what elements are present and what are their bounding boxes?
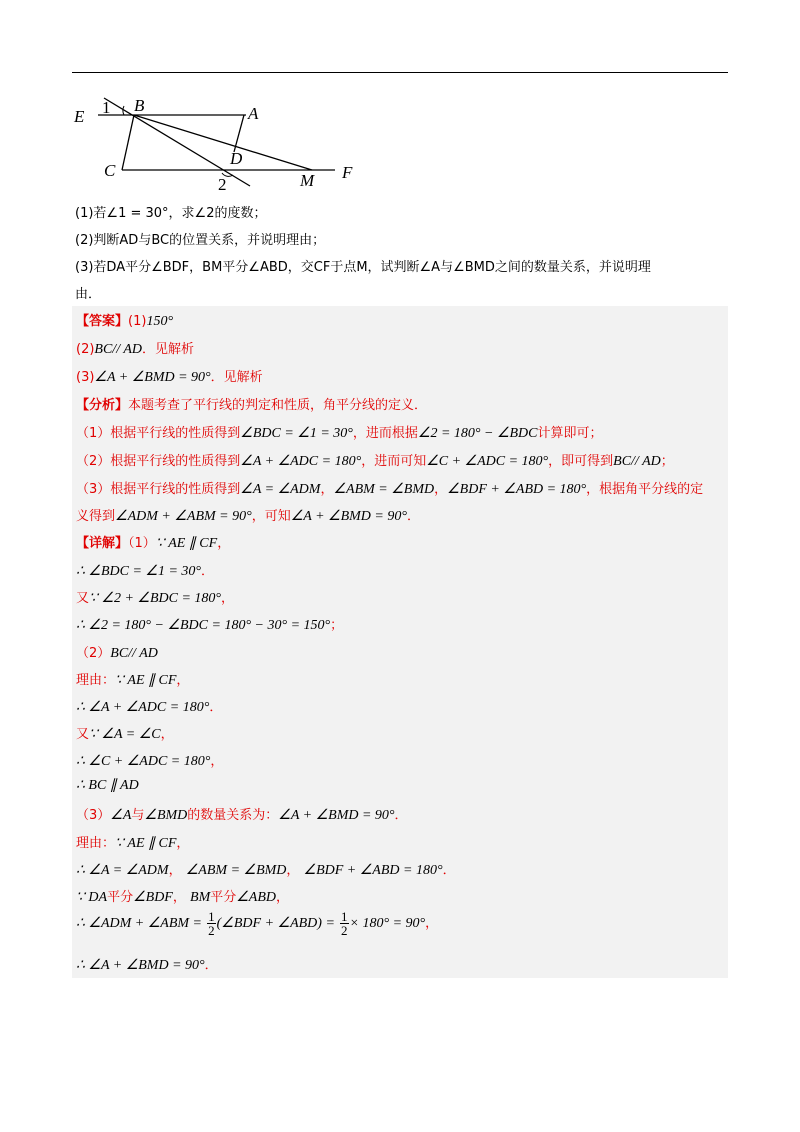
detail-punct: ， xyxy=(217,536,231,551)
detail-text: 理由： xyxy=(76,836,116,851)
header-rule xyxy=(72,72,728,73)
detail-punct: ． xyxy=(204,958,218,973)
fraction-num: 1 xyxy=(341,909,348,924)
analysis-line-4 xyxy=(76,478,703,498)
detail-text: 平分 xyxy=(107,890,134,905)
detail-punct: ， xyxy=(176,836,190,851)
segment-BM xyxy=(134,115,312,170)
detail-math: ∠ABD xyxy=(236,890,277,905)
analysis-text: 计算即可； xyxy=(537,426,603,441)
detail-line-7 xyxy=(76,696,222,716)
detail-math: ∵ AE ∥ CF xyxy=(115,836,177,851)
detail-punct: ． xyxy=(442,863,456,878)
analysis-text: （1）根据平行线的性质得到 xyxy=(76,426,241,441)
label-C: C xyxy=(104,161,116,180)
analysis-text: ， xyxy=(434,482,448,497)
question-block xyxy=(75,200,730,308)
detail-line-15 xyxy=(76,910,438,937)
answer-2-label: (2) xyxy=(76,342,95,357)
analysis-math: ∠ABM = ∠BMD xyxy=(333,482,435,497)
analysis-text: （2）根据平行线的性质得到 xyxy=(76,454,241,469)
detail-line-3 xyxy=(76,587,234,607)
answer-1-value: 150° xyxy=(146,314,174,329)
segment-BC xyxy=(122,115,134,170)
analysis-text: ． xyxy=(406,509,420,524)
detail-punct: ， xyxy=(425,916,439,931)
detail-line-10 xyxy=(76,777,139,794)
detail-math: ∠BDF xyxy=(133,890,173,905)
detail-punct: ． xyxy=(201,564,215,579)
analysis-math: ∠ADM + ∠ABM = 90° xyxy=(115,509,252,524)
label-M: M xyxy=(300,171,315,190)
label-2: 2 xyxy=(218,175,227,194)
label-B: B xyxy=(134,96,145,115)
answer-line-3 xyxy=(76,366,263,386)
detail-line-14 xyxy=(76,886,289,906)
analysis-math: ∠BDF + ∠ABD = 180° xyxy=(447,482,587,497)
detail-text: 的数量关系为： xyxy=(187,808,279,823)
detail-line-8 xyxy=(76,723,174,743)
detail-punct: ， xyxy=(176,673,190,688)
label-1: 1 xyxy=(102,98,111,117)
detail-math: ∴ ∠2 = 180° − ∠BDC = 180° − 30° = 150° xyxy=(76,618,331,633)
detail-text: 理由： xyxy=(76,673,116,688)
answer-2-rest: ．见解析 xyxy=(142,342,195,357)
analysis-line-5 xyxy=(76,505,420,525)
detail-math: ∴ ∠C + ∠ADC = 180° xyxy=(76,754,211,769)
analysis-math: ∠BDC = ∠1 = 30° xyxy=(240,426,353,441)
answer-2-math: BC// AD xyxy=(94,342,142,357)
analysis-math: ∠A = ∠ADM xyxy=(240,482,321,497)
detail-math: ∴ ∠A = ∠ADM xyxy=(76,863,169,878)
detail-line-5 xyxy=(76,642,158,662)
detail-punct: ； xyxy=(330,618,344,633)
detail-punct: ， xyxy=(168,863,182,878)
detail-math: ∵ ∠2 + ∠BDC = 180° xyxy=(89,591,222,606)
analysis-line-3 xyxy=(76,450,674,470)
answer-1-label: (1) xyxy=(128,314,147,329)
detail-punct: ． xyxy=(209,700,223,715)
detail-math: ∠BDF + ∠ABD = 180° xyxy=(303,863,443,878)
detail-punct: ． xyxy=(394,808,408,823)
detail-punct: ， xyxy=(276,890,290,905)
detail-line-4 xyxy=(76,614,343,634)
analysis-math: ∠A + ∠ADC = 180° xyxy=(240,454,362,469)
detail-punct: ， xyxy=(160,727,174,742)
analysis-math: ∠2 = 180° − ∠BDC xyxy=(417,426,538,441)
detail-math: ∵ ∠A = ∠C xyxy=(89,727,161,742)
analysis-line-1 xyxy=(76,394,427,413)
analysis-text: ，进而根据 xyxy=(352,426,418,441)
analysis-math: ∠C + ∠ADC = 180° xyxy=(426,454,549,469)
label-E: E xyxy=(74,107,85,126)
detail-math: × 180° = 90° xyxy=(349,916,426,931)
analysis-math: BC// AD xyxy=(613,454,661,469)
analysis-text: 义得到 xyxy=(76,509,116,524)
detail-text: （3） xyxy=(76,808,111,823)
detail-math: ∵ AE ∥ CF xyxy=(155,536,218,551)
detail-line-12 xyxy=(76,832,189,852)
question-1: (1)若∠1 = 30°，求∠2的度数； xyxy=(75,206,267,221)
detail-text: 与 xyxy=(131,808,145,823)
question-3 xyxy=(75,254,730,308)
question-3-line1: (3)若DA平分∠BDF，BM平分∠ABD，交CF于点M，试判断∠A与∠BMD之间的数量关系，并说明理 xyxy=(75,260,651,275)
detail-math: ∵ AE ∥ CF xyxy=(115,673,177,688)
detail-text: （1） xyxy=(128,536,156,551)
analysis-line-2 xyxy=(76,422,603,442)
label-D: D xyxy=(230,149,243,168)
analysis-intro: 本题考查了平行线的判定和性质，角平分线的定义． xyxy=(128,398,428,413)
detail-punct: ， xyxy=(210,754,224,769)
detail-math: ∵ DA xyxy=(76,890,108,905)
detail-math: ∴ ∠BDC = ∠1 = 30° xyxy=(76,564,202,579)
label-F: F xyxy=(342,163,353,182)
analysis-text: （3）根据平行线的性质得到 xyxy=(76,482,241,497)
detail-text: 又 xyxy=(76,727,90,742)
answer-tag: 【答案】 xyxy=(76,314,129,329)
detail-math: ∠A + ∠BMD = 90° xyxy=(278,808,395,823)
fraction-half-a xyxy=(207,910,216,937)
detail-tag: 【详解】 xyxy=(76,536,129,551)
fraction-half-b xyxy=(340,910,349,937)
fraction-num: 1 xyxy=(208,909,215,924)
label-A: A xyxy=(248,104,259,123)
fraction-den: 2 xyxy=(208,923,215,938)
line-BD xyxy=(104,98,250,186)
analysis-text: ，根据角平分线的定 xyxy=(586,482,704,497)
detail-math: ∴ ∠ADM + ∠ABM = xyxy=(76,916,202,931)
detail-line-9 xyxy=(76,750,223,770)
detail-math: BM xyxy=(190,890,211,905)
detail-math: ∠ABM = ∠BMD xyxy=(185,863,287,878)
detail-punct: ， xyxy=(221,591,235,606)
answer-3-label: (3) xyxy=(76,370,95,385)
detail-text: 平分 xyxy=(210,890,237,905)
detail-line-11 xyxy=(76,804,408,824)
detail-math: ∴ ∠A + ∠BMD = 90° xyxy=(76,958,205,973)
detail-math: ∠BMD xyxy=(144,808,188,823)
answer-3-math: ∠A + ∠BMD = 90° xyxy=(94,370,211,385)
geometry-figure xyxy=(70,94,370,194)
detail-line-6 xyxy=(76,669,189,689)
answer-3-rest: ．见解析 xyxy=(210,370,263,385)
analysis-math: ∠A + ∠BMD = 90° xyxy=(290,509,407,524)
detail-math: ∴ ∠A + ∠ADC = 180° xyxy=(76,700,210,715)
detail-math: BC// AD xyxy=(110,646,158,661)
detail-math: ∴ BC ∥ AD xyxy=(76,778,139,793)
analysis-text: ，可知 xyxy=(251,509,291,524)
detail-line-2 xyxy=(76,560,214,580)
detail-text: 又 xyxy=(76,591,90,606)
detail-math: (∠BDF + ∠ABD) = xyxy=(216,916,335,931)
analysis-text: ，进而可知 xyxy=(361,454,427,469)
analysis-tag: 【分析】 xyxy=(76,398,129,413)
analysis-text: ，即可得到 xyxy=(548,454,614,469)
detail-line-1 xyxy=(76,532,230,552)
detail-math: ∠A xyxy=(110,808,132,823)
answer-panel xyxy=(72,306,728,978)
detail-punct: ， xyxy=(172,890,186,905)
analysis-text: ， xyxy=(320,482,334,497)
detail-line-16 xyxy=(76,954,218,974)
detail-line-13 xyxy=(76,859,456,879)
analysis-text: ； xyxy=(660,454,674,469)
answer-line-1 xyxy=(76,310,173,330)
detail-punct: ， xyxy=(286,863,300,878)
detail-text: （2） xyxy=(76,646,111,661)
answer-line-2 xyxy=(76,338,194,358)
question-2: (2)判断AD与BC的位置关系，并说明理由； xyxy=(75,233,326,248)
fraction-den: 2 xyxy=(341,923,348,938)
question-3-line2: 由． xyxy=(75,287,102,302)
